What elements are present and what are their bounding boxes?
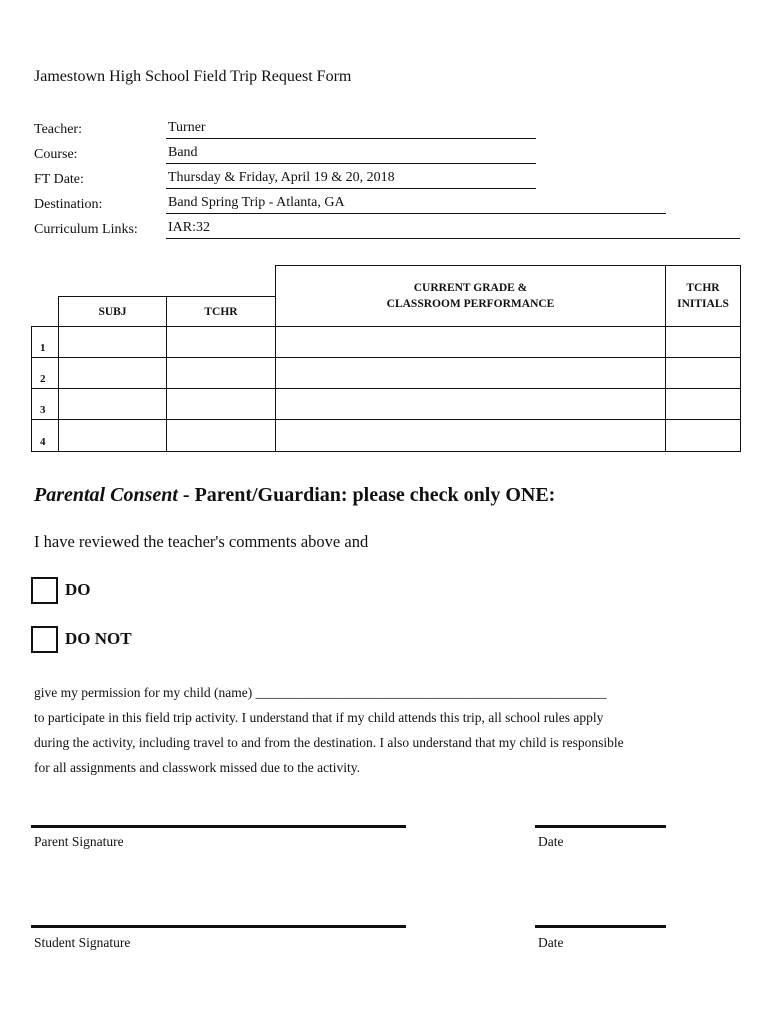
initials-cell[interactable] bbox=[665, 357, 741, 389]
row-number: 3 bbox=[40, 404, 46, 416]
reviewed-statement: I have reviewed the teacher's comments above and bbox=[34, 532, 369, 551]
form-title: Jamestown High School Field Trip Request Form bbox=[34, 68, 352, 85]
row-number-cell bbox=[31, 326, 59, 358]
parent-signature-line[interactable] bbox=[31, 825, 406, 828]
ftdate-underline bbox=[166, 188, 536, 189]
student-signature-line[interactable] bbox=[31, 925, 406, 928]
subj-cell[interactable] bbox=[58, 388, 167, 420]
grade-cell[interactable] bbox=[275, 357, 666, 389]
row-number-cell bbox=[31, 388, 59, 420]
student-date-label: Date bbox=[538, 935, 564, 950]
parent-date-line[interactable] bbox=[535, 825, 666, 828]
subj-header: SUBJ bbox=[98, 306, 127, 318]
row-number-cell bbox=[31, 357, 59, 389]
teacher-underline bbox=[166, 138, 536, 139]
ftdate-value[interactable]: Thursday & Friday, April 19 & 20, 2018 bbox=[168, 170, 395, 185]
consent-text-line-3: during the activity, including travel to and from the destination. I also understand that my child is responsible bbox=[34, 735, 624, 750]
initials-cell[interactable] bbox=[665, 388, 741, 420]
consent-text-line-4: for all assignments and classwork missed due to the activity. bbox=[34, 760, 361, 775]
tchr-header: TCHR bbox=[204, 306, 238, 318]
consent-heading bbox=[34, 484, 555, 507]
grade-header-line2: CLASSROOM PERFORMANCE bbox=[386, 298, 555, 310]
ftdate-label: FT Date: bbox=[34, 172, 84, 187]
subj-cell[interactable] bbox=[58, 357, 167, 389]
curriculum-value[interactable]: IAR:32 bbox=[168, 220, 210, 235]
parent-date-label: Date bbox=[538, 834, 564, 849]
parent-signature-label: Parent Signature bbox=[34, 834, 124, 849]
tchr-cell[interactable] bbox=[166, 326, 276, 358]
do-label: DO bbox=[65, 580, 91, 599]
student-date-line[interactable] bbox=[535, 925, 666, 928]
destination-value[interactable]: Band Spring Trip - Atlanta, GA bbox=[168, 195, 345, 210]
subj-cell[interactable] bbox=[58, 419, 167, 452]
do-checkbox[interactable] bbox=[31, 577, 58, 604]
grade-header-line1: CURRENT GRADE & bbox=[413, 282, 528, 294]
student-signature-label: Student Signature bbox=[34, 935, 131, 950]
row-number: 2 bbox=[40, 373, 46, 385]
grade-cell[interactable] bbox=[275, 326, 666, 358]
teacher-label: Teacher: bbox=[34, 122, 82, 137]
initials-cell[interactable] bbox=[665, 326, 741, 358]
course-value[interactable]: Band bbox=[168, 145, 198, 160]
consent-heading-rest: - Parent/Guardian: please check only ONE: bbox=[177, 484, 556, 506]
teacher-value[interactable]: Turner bbox=[168, 120, 206, 135]
course-underline bbox=[166, 163, 536, 164]
permission-line: give my permission for my child (name) ____________________________________________________ bbox=[34, 685, 607, 700]
row-number: 4 bbox=[40, 436, 46, 448]
subj-cell[interactable] bbox=[58, 326, 167, 358]
grade-cell[interactable] bbox=[275, 388, 666, 420]
subj-header-cell bbox=[58, 296, 167, 327]
curriculum-underline bbox=[166, 238, 740, 239]
tchr-cell[interactable] bbox=[166, 419, 276, 452]
tchr-cell[interactable] bbox=[166, 388, 276, 420]
row-number-cell bbox=[31, 419, 59, 452]
destination-underline bbox=[166, 213, 666, 214]
row-number: 1 bbox=[40, 342, 46, 354]
grade-cell[interactable] bbox=[275, 419, 666, 452]
tchr-header-cell bbox=[166, 296, 276, 327]
initials-header-line1: TCHR bbox=[686, 282, 720, 294]
do-not-checkbox[interactable] bbox=[31, 626, 58, 653]
do-not-label: DO NOT bbox=[65, 629, 132, 648]
initials-header-line2: INITIALS bbox=[677, 298, 729, 310]
initials-header-cell bbox=[665, 265, 741, 327]
course-label: Course: bbox=[34, 147, 78, 162]
consent-text-line-2: to participate in this field trip activity. I understand that if my child attends this trip, all school rules apply bbox=[34, 710, 604, 725]
destination-label: Destination: bbox=[34, 197, 103, 212]
grade-header-cell bbox=[275, 265, 666, 327]
curriculum-label: Curriculum Links: bbox=[34, 222, 138, 237]
tchr-cell[interactable] bbox=[166, 357, 276, 389]
initials-cell[interactable] bbox=[665, 419, 741, 452]
consent-heading-italic: Parental Consent bbox=[34, 484, 178, 506]
